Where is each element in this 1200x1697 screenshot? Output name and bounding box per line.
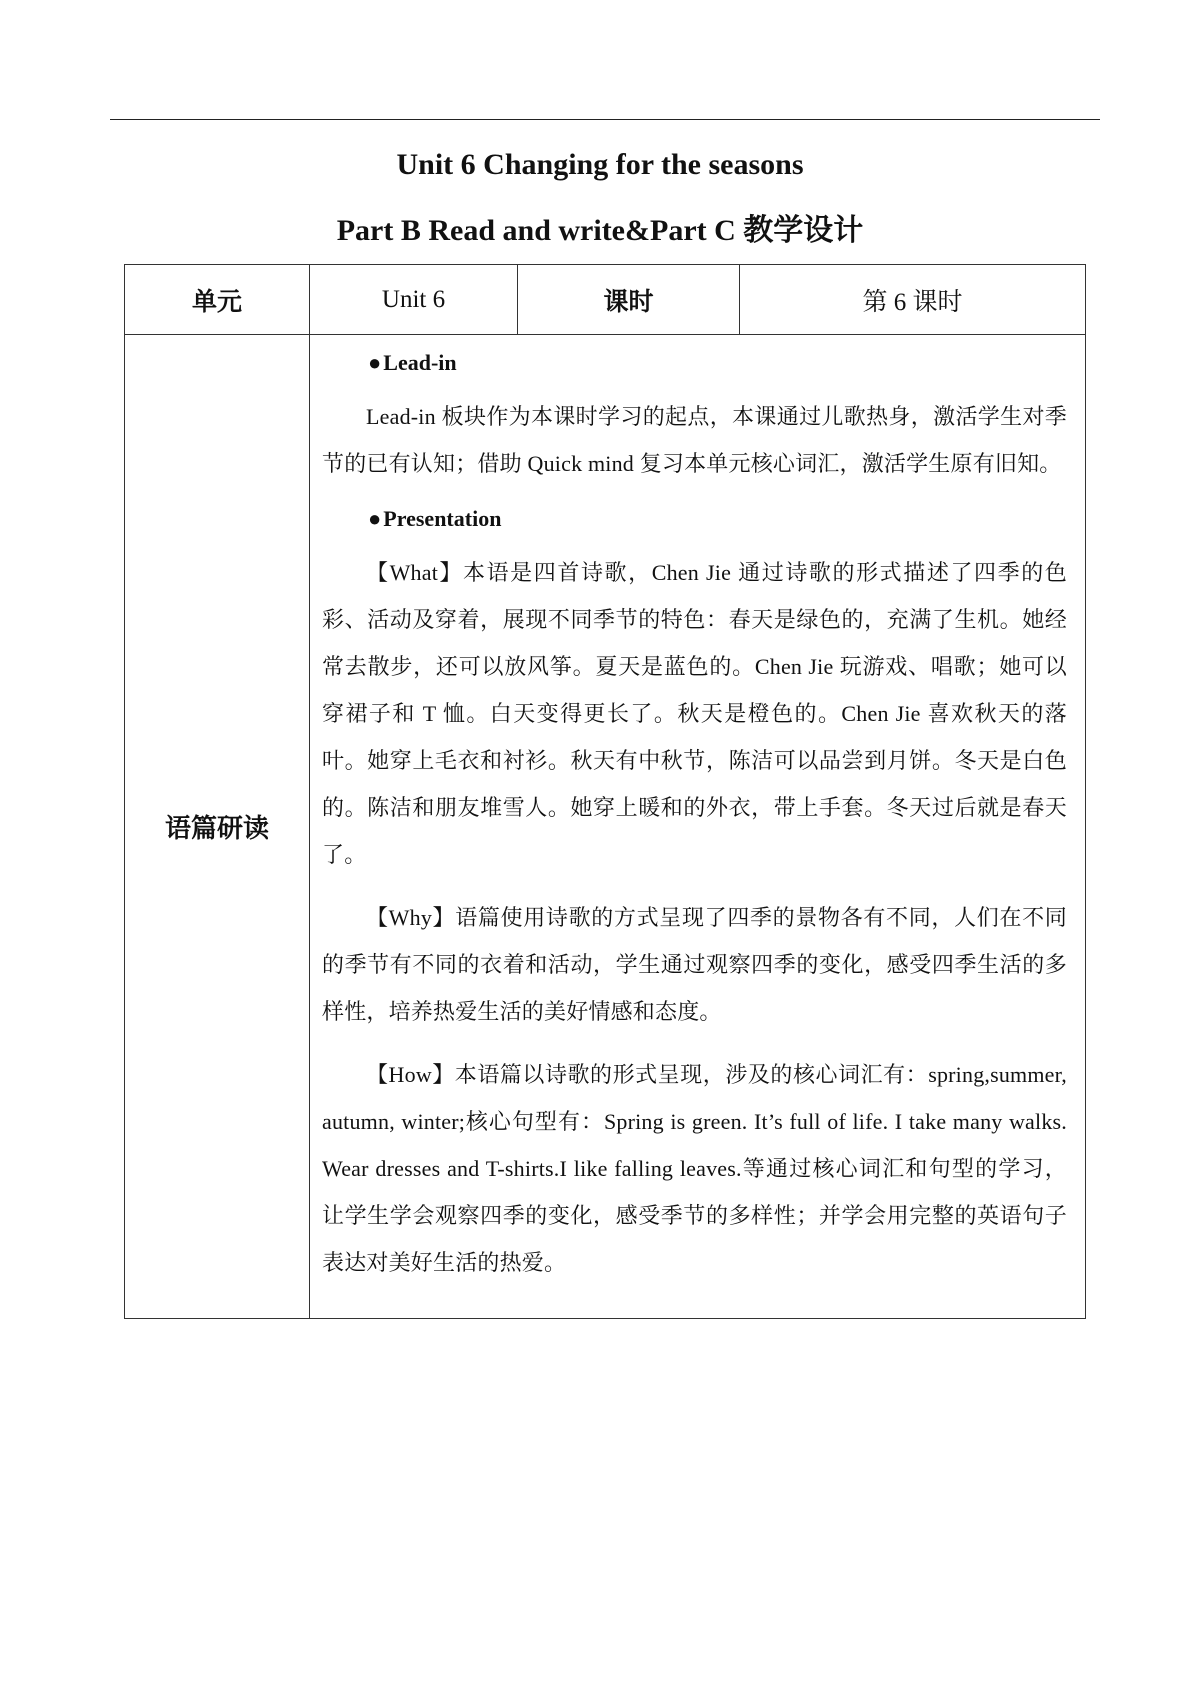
lesson-plan-table	[124, 264, 1086, 1319]
header-rule	[110, 119, 1100, 120]
document-subtitle: Part B Read and write&Part C 教学设计	[336, 214, 864, 247]
why-paragraph: 【Why】语篇使用诗歌的方式呈现了四季的景物各有不同，人们在不同的季节有不同的衣着和活动，学生通过观察四季的变化，感受四季生活的多样性，培养热爱生活的美好情感和态度。	[322, 905, 1067, 1024]
leadin-heading	[322, 347, 1067, 379]
bullet-icon: ●	[368, 506, 382, 531]
section-content-cell	[310, 335, 1086, 1319]
how-paragraph: 【How】本语篇以诗歌的形式呈现，涉及的核心词汇有：spring,summer, autumn, winter;核心句型有：Spring is green. It’s full of life. I take many walks. Wear dresses and T-shirts.I like falling leaves.等通过核心词汇和句型的学习，让学生学会观察四季的变化，感受季节的多样性；并学会用完整的英语句子表达对美好生活的热爱。	[322, 1062, 1067, 1275]
presentation-heading	[322, 503, 1067, 535]
presentation-heading-text: Presentation	[383, 506, 502, 531]
section-label-cell: 语篇研读	[125, 335, 310, 1319]
document-title: Unit 6 Changing for the seasons	[396, 148, 804, 181]
table-header-row	[125, 265, 1086, 335]
unit-label-cell: 单元	[125, 265, 310, 335]
what-paragraph: 【What】本语是四首诗歌，Chen Jie 通过诗歌的形式描述了四季的色彩、活动及穿着，展现不同季节的特色：春天是绿色的，充满了生机。她经常去散步，还可以放风筝。夏天是蓝色的。Chen Jie 玩游戏、唱歌；她可以穿裙子和 T 恤。白天变得更长了。秋天是橙色的。Chen Jie 喜欢秋天的落叶。她穿上毛衣和衬衫。秋天有中秋节，陈洁可以品尝到月饼。冬天是白色的。陈洁和朋友堆雪人。她穿上暖和的外衣，带上手套。冬天过后就是春天了。	[322, 560, 1067, 867]
leadin-heading-text: Lead-in	[383, 350, 457, 375]
unit-value-cell: Unit 6	[310, 265, 518, 335]
period-label-cell: 课时	[518, 265, 740, 335]
period-value-cell: 第 6 课时	[740, 265, 1086, 335]
bullet-icon: ●	[368, 350, 382, 375]
leadin-paragraph: Lead-in 板块作为本课时学习的起点，本课通过儿歌热身，激活学生对季节的已有认知；借助 Quick mind 复习本单元核心词汇，激活学生原有旧知。	[322, 404, 1067, 476]
text-study-row	[125, 335, 1086, 1319]
